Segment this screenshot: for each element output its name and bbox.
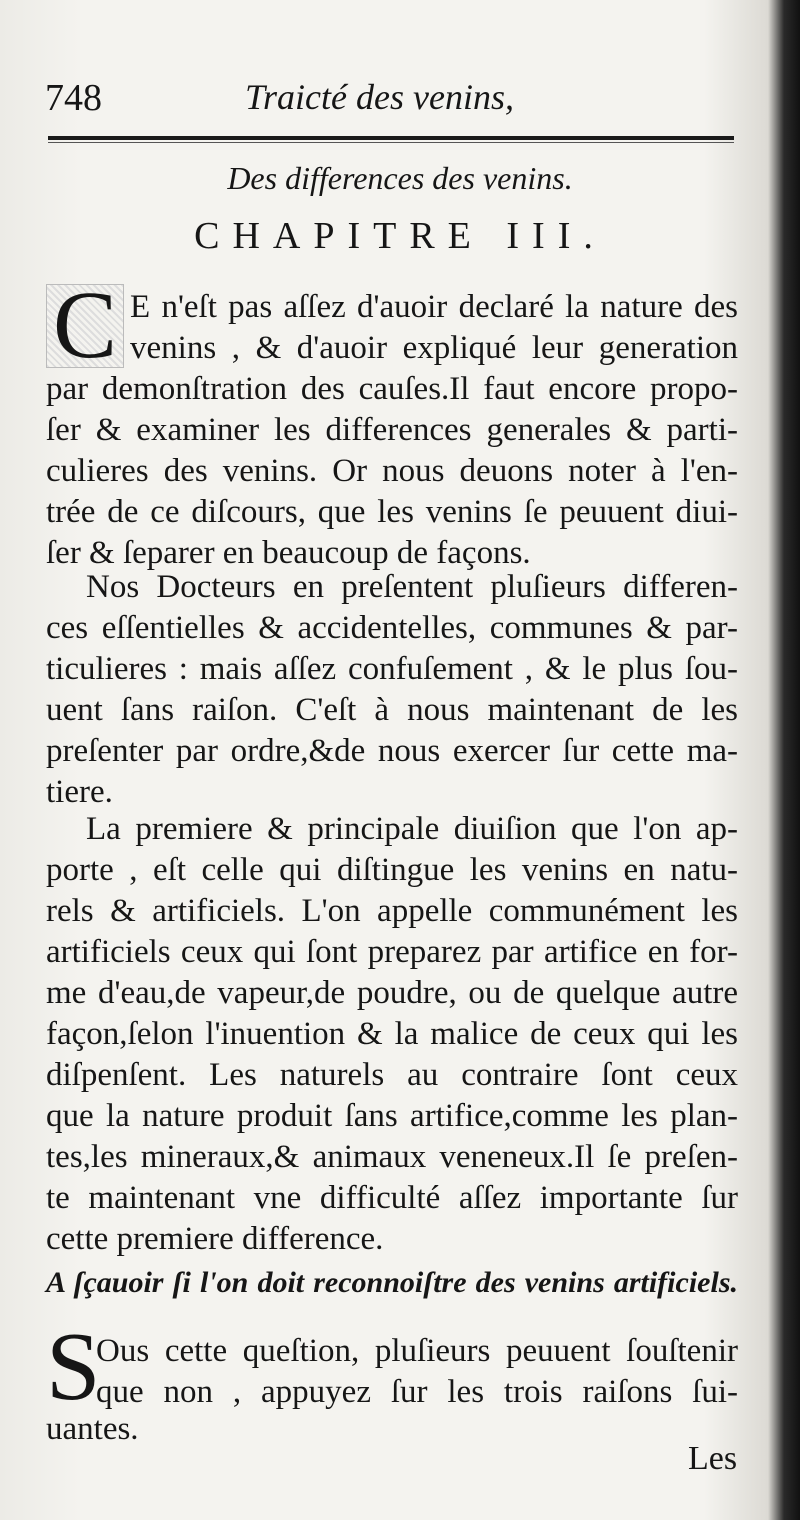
text-line: façon,ſelon l'inuention & la malice de ceux qui les [46,1016,738,1052]
section-title: Des differences des venins. [227,160,573,196]
text-line: que non , appuyez ſur les trois raiſons ſui- [96,1374,738,1410]
header-rule [48,136,734,140]
catchword: Les [688,1440,738,1477]
text-line: ces eſſentielles & accidentelles, communes & par- [46,610,738,646]
page-header [45,72,735,122]
text-line: ſer & ſeparer en beaucoup de façons. [46,535,531,571]
text-line: preſenter par ordre,&de nous exercer ſur cette ma- [46,733,738,769]
text-line: artificiels ceux qui ſont preparez par artifice en for- [46,934,738,970]
text-line: trée de ce diſcours, que les venins ſe peuuent diui- [46,494,738,530]
running-title: Traicté des venins, [245,77,514,117]
text-line: que la nature produit ſans artifice,comme les plan- [46,1098,738,1134]
ornamental-initial: C [46,284,124,368]
text-line: porte , eſt celle qui diſtingue les venins en natu- [46,852,738,888]
drop-cap-initial: S [46,1313,101,1421]
page-number: 748 [45,77,102,119]
text-line: Nos Docteurs en preſentent pluſieurs differen- [86,569,738,605]
question-subheading: A ſçauoir ſi l'on doit reconnoiſtre des venins artificiels. [46,1266,738,1299]
text-line: te maintenant vne difficulté aſſez importante ſur [46,1180,738,1216]
chapter-heading: CHAPITRE III. [194,215,606,257]
text-line: tiere. [46,774,113,810]
text-line: me d'eau,de vapeur,de poudre, ou de quelque autre [46,975,738,1011]
text-line: E n'eſt pas aſſez d'auoir declaré la nature des [130,289,738,325]
text-line: rels & artificiels. L'on appelle communément les [46,893,738,929]
text-line: culieres des venins. Or nous deuons noter à l'en- [46,453,738,489]
header-rule-thin [48,142,734,143]
text-line: ticulieres : mais aſſez confuſement , & le plus ſou- [46,651,738,687]
text-line: venins , & d'auoir expliqué leur generation [130,330,738,366]
text-line: tes,les mineraux,& animaux veneneux.Il ſe preſen- [46,1139,738,1175]
text-line: par demonſtration des cauſes.Il faut encore propo- [46,371,738,407]
text-line: ſer & examiner les differences generales & parti- [46,412,738,448]
text-line: La premiere & principale diuiſion que l'on ap- [86,811,738,847]
text-line: cette premiere difference. [46,1221,384,1257]
text-line: diſpenſent. Les naturels au contraire ſont ceux [46,1057,738,1093]
text-line: uantes. [46,1411,139,1447]
text-line: uent ſans raiſon. C'eſt à nous maintenant de les [46,692,738,728]
text-line: Ous cette queſtion, pluſieurs peuuent ſouſtenir [96,1333,738,1369]
